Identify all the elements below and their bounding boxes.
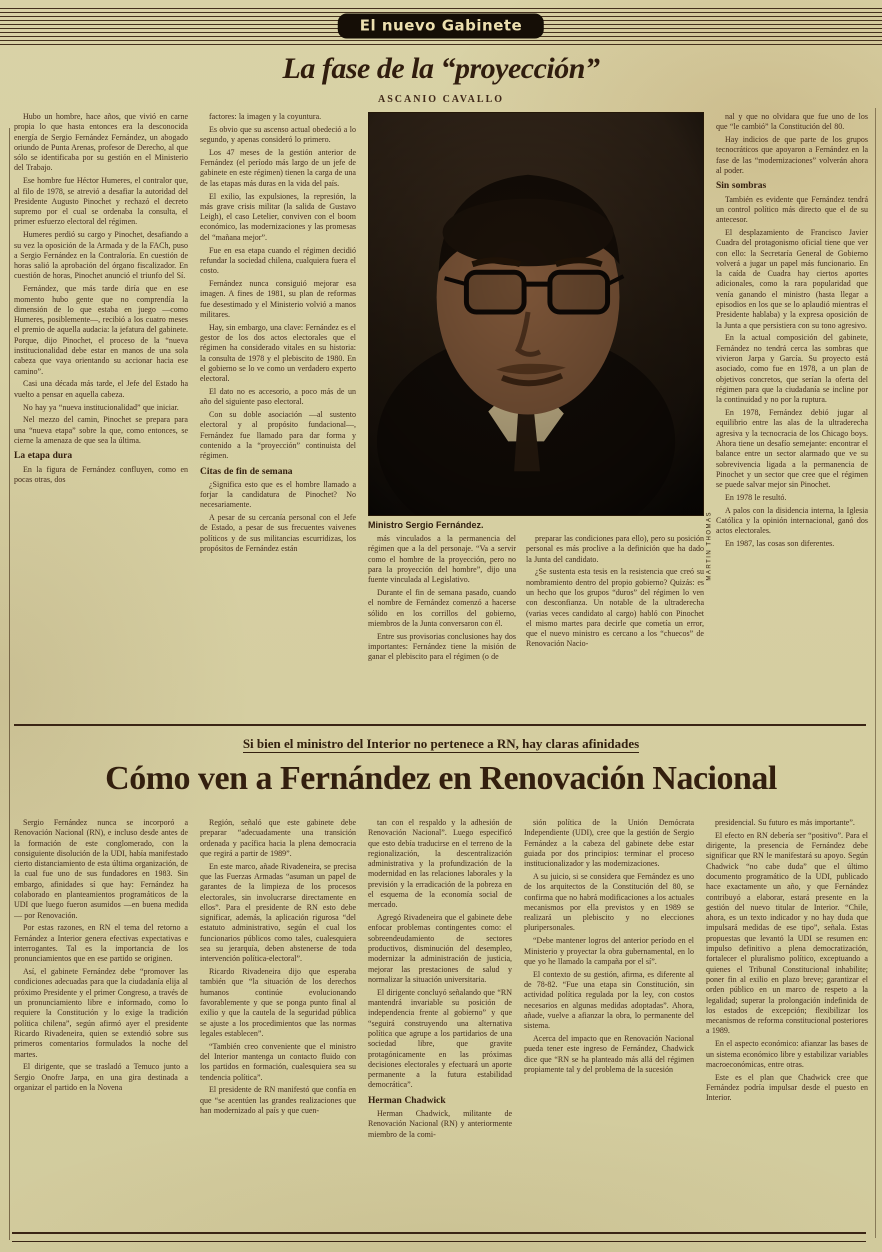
article1-below-photo [368, 534, 704, 718]
article1-column-2 [200, 112, 356, 720]
article-paragraph: Por estas razones, en RN el tema del retorno a Fernández a Interior genera efectivas expectativas e interrogantes. Tal es la importancia de los pronunciamientos que en ese partido se originen. [14, 923, 188, 964]
article-paragraph: El efecto en RN debería ser “positivo”. Para el dirigente, la presencia de Fernández debe significar que RN le manifestará su apoyo. Según Chadwick “no cabe duda” que el último documento programático de la UDI, publicado hace exactamente un año, y que Fernández contribuyó a elaborar, estará presente en la gestión del nuevo titular de Interior. “Chile, ahora, es un texto indicador y no hay duda que impulsará medidas de ese tipo”, señala. Estas propuestas que levantó la UDI se resumen en: impulso definitivo a plena democratización, fortalecer el pluralismo político, exceptuando a quienes el Tribunal Constitucional inhabilite; poner fin al exilio en plazo breve; garantizar el orden público en un marco de respeto a la legalidad; superar la prolongación indefinida de los estados de excepción; flexibilizar los mecanismos de reforma constitucional posteriores a 1989. [706, 830, 868, 1036]
portrait-illustration [369, 113, 703, 515]
section-banner: El nuevo Gabinete [338, 14, 544, 39]
article1-column-3 [368, 534, 516, 718]
article-paragraph: A su juicio, si se considera que Fernández es uno de los arquitectos de la Constitución del 80, se confirma que no habrá modificaciones a los actuales mecanismos por ella previstos y en 1989 se realizará un plebiscito y no elecciones pluripersonales. [524, 871, 694, 933]
column-subhead: Citas de fin de semana [200, 466, 293, 477]
article-paragraph: Fernández, que más tarde diría que en ese momento hubo gente que no comprendía la dimensión de lo que estaba en juego —como Humeres, posiblemente—, recibió a los cuatro meses el premio de aquella audacia: la jefatura del gabinete. Porque, dijo Pinochet, el proceso de la “nueva institucionalidad debe estar en manos de una sola cabeza que vaya orientando su accionar hacia ese camino”. [14, 284, 188, 376]
article2-body [14, 818, 868, 1230]
article-paragraph: “Debe mantener logros del anterior período en el Ministerio y proyectar la obra gubernamental, en lo que yo he llamado la campaña por el sí”. [524, 936, 694, 966]
article-paragraph: En 1987, las cosas son diferentes. [725, 539, 835, 549]
article2-kicker [0, 736, 882, 752]
article-paragraph: A palos con la disidencia interna, la Iglesia Católica y la opinión internacional, ganó dos actos electorales. [716, 505, 868, 536]
article-paragraph: Nel mezzo del camin, Pinochet se prepara para una “nueva etapa” sobre la que, como entonces, se cierne la amenaza de que sea la última. [14, 415, 188, 445]
article2-column-4 [524, 818, 694, 1230]
article-paragraph: factores: la imagen y la coyuntura. [209, 112, 322, 121]
article-paragraph: El desplazamiento de Francisco Javier Cuadra del protagonismo oficial tiene que ver con ello: la Secretaría General de Gobierno volverá a jugar un papel más funcionario. En la caída de Cuadra hay ciertos aportes adicionales, como la rara popularidad que venía ganando el ministro (hasta llegar a episodios en los que se lo aplaudió mientras el Presidente hablaba) y la expresa oposición de la Junta a que persistiera con su tono agresivo. [716, 227, 868, 330]
article-paragraph: El presidente de RN manifestó que confía en que “se acentúen las grandes realizaciones que han modernizado al país y que cuen- [200, 1085, 356, 1116]
article-paragraph: Ese hombre fue Héctor Humeres, el contralor que, al filo de 1978, se atrevió a desafiar la autoridad del Presidente Augusto Pinochet y rechazó el decreto supremo por el cual se ordenaba la consulta, el primer esfuerzo electoral del régimen. [14, 176, 188, 227]
article-paragraph: También es evidente que Fernández tendrá un control político más directo que el de su antecesor. [716, 194, 868, 225]
article-paragraph: Este es el plan que Chadwick cree que Fernández podría impulsar desde el puesto en Interior. [706, 1072, 868, 1103]
article-paragraph: nal y que no olvidara que fue uno de los que “le cambió” la Constitución del 80. [716, 112, 868, 132]
article-paragraph: tan con el respaldo y la adhesión de Renovación Nacional”. Luego especificó que esto debía traducirse en el terreno de la regionalización, la descentralización administrativa y la profundización de la modernidad en las relaciones laborales y la previsión y la erradicación de la pobreza en el esquema de la economía social de mercado. [368, 818, 512, 910]
article1-byline: ASCANIO CAVALLO [377, 94, 505, 105]
left-page-rule [9, 128, 10, 1240]
article1-headline: La fase de la “proyección” [282, 52, 600, 85]
article-paragraph: Los 47 meses de la gestión anterior de Fernández (el período más largo de un jefe de gabinete en este régimen) tienen la carga de una de las etapas más duras en la vida del país. [200, 147, 356, 188]
article-paragraph: Ricardo Rivadeneira dijo que esperaba también que “la situación de los derechos humanos continúe evolucionando favorablemente y que se ponga punto final al exilio y que la cautela de la seguridad pública se ajuste a los procedimientos que las normas legales establecen”. [200, 967, 356, 1038]
article-paragraph: Fue en esa etapa cuando el régimen decidió refundar la sociedad chilena, cualquiera fuera el costo. [200, 245, 356, 276]
article-paragraph: Es obvio que su ascenso actual obedeció a lo segundo, y apenas consideró lo primero. [200, 124, 356, 145]
article-paragraph: En la figura de Fernández confluyen, como en pocas otras, dos [14, 464, 188, 484]
article-paragraph: Humeres perdió su cargo y Pinochet, desafiando a su vez la oposición de la Armada y de la FACh, puso a Sergio Fernández en la Contraloría. En cuestión de horas salió la aprobación del órgano fiscalizador. En cuestión de horas, Pinochet anunció el triunfo del Sí. [14, 230, 188, 281]
bottom-page-rule [12, 1232, 866, 1242]
article-paragraph: En 1978 le resultó. [725, 492, 787, 502]
article-paragraph: En 1978, Fernández debió jugar al equilibrio entre las alas de la ultraderecha agresiva y la tecnocracia de los Chicago boys. Ahora tiene un desafío semejante: encontrar el balance entre un sector alarmado que ve su sobrevivencia ligada a la permanencia de Pinochet y un sector que cree que el régimen se puede salvar mejor sin Pinochet. [716, 408, 868, 490]
article1-body [14, 112, 868, 720]
article-paragraph: En la actual composición del gabinete, Fernández no tendrá cerca las sombras que vivieron Jarpa y García. Su proyecto está asociado, como fue en 1978, a un plan de objetivos concretos, que serían la oferta del régimen para que la ciudadanía se incline por la continuidad y no por la ruptura. [716, 333, 868, 405]
column-subhead: Herman Chadwick [368, 1095, 446, 1106]
article2-column-2 [200, 818, 356, 1230]
article-paragraph: Con su doble asociación —al sustento electoral y al propósito fundacional—, Fernández fue llamado para dar forma y contenido a la “proyección” continuista del régimen. [200, 410, 356, 461]
article-paragraph: Hubo un hombre, hace años, que vivió en carne propia lo que hasta entonces era la desconocida energía de Sergio Fernández Fernández, un abogado oriundo de Punta Arenas, profesor de Derecho, al que sólo se identificaba por su gestión en el Ministerio del Trabajo. [14, 112, 188, 173]
article-paragraph: Fernández nunca consiguió mejorar esa imagen. A fines de 1981, su plan de reformas fue desestimado y el Ministerio volvió a manos militares. [200, 278, 356, 319]
article-paragraph: El dirigente concluyó señalando que “RN mantendrá invariable su posición de independencia frente al gobierno” y que “seguirá construyendo una alternativa política que agrupe a los partidarios de una sociedad libre, que gravite protagónicamente en las próximas decisiones electorales y efectuará un aporte permanente a la futura estabilidad democrática”. [368, 987, 512, 1090]
column-subhead: Sin sombras [716, 181, 767, 192]
article-divider-rule [14, 724, 866, 726]
article-paragraph: Así, el gabinete Fernández debe “promover las condiciones adecuadas para que la ciudadanía elija al próximo Presidente y el primer Congreso, a través de un pronunciamiento libre e informado, como lo requiere la Constitución y lo exige la tradición política chilena”, según afirmó ayer el presidente Ricardo Rivadeneira, quien se extendió sobre sus primeros comentarios formulados la noche del martes. [14, 967, 188, 1059]
article1-photo-block [368, 112, 713, 720]
article1-column-5 [716, 112, 868, 720]
right-page-rule [875, 108, 876, 1238]
article-paragraph: sión política de la Unión Demócrata Independiente (UDI), cree que la gestión de Sergio Fernández a la cabeza del gabinete debe estar guiada por dos principios: terminar el proceso institucionalizador y las modernizaciones. [524, 818, 694, 869]
top-striped-band [0, 8, 882, 46]
article-paragraph: presidencial. Su futuro es más importante”. [715, 818, 855, 827]
article-paragraph: “También creo conveniente que el ministro del Interior mantenga un contacto fluido con los partidos en formación, cualesquiera sea su tendencia política”. [200, 1041, 356, 1082]
article-paragraph: No hay ya “nueva institucionalidad” que iniciar. [23, 402, 179, 412]
article-paragraph: Sergio Fernández nunca se incorporó a Renovación Nacional (RN), e incluso desde antes de la formación de este conglomerado, con la consiguiente disolución de la UDI, había manifestado cierto distanciamiento de esta última organización, de la cual fue uno de sus fundadores en 1983. Sin embargo, afinidades sí que hay: Fernández ha colaborado en planteamientos programáticos de la UDI que luego fueron asumidos —en buena medida— por Renovación. [14, 818, 188, 920]
article-paragraph: Hay, sin embargo, una clave: Fernández es el gestor de los dos actos electorales que el régimen ha considerado vitales en su historia: la consulta de 1978 y el plebiscito de 1980. En el gobierno se lo ve como un verdadero experto electoral. [200, 322, 356, 384]
article-paragraph: El contexto de su gestión, afirma, es diferente al de 78-82. “Fue una etapa sin Constitución, sin actividad política regulada por la ley, con costos necesarios en algunas medidas adoptadas”. Ahora, añade, vuelve a afianzar la obra, lo permanente del sistema. [524, 969, 694, 1031]
article-paragraph: En este marco, añade Rivadeneira, se precisa que las Fuerzas Armadas “asuman un papel de garantes de la limpieza de los procesos electorales, sin involucrarse directamente en ellos”. Para el presidente de RN esto debe significar, además, la aplicación rigurosa “del estatuto administrativo, según el cual los funcionarios públicos como tales, cualesquiera sea su jerarquía, deben abstenerse de toda intervención política-electoral”. [200, 861, 356, 964]
article2-column-5 [706, 818, 868, 1230]
article-paragraph: Entre sus provisorias conclusiones hay dos importantes: Fernández tiene la misión de ganar el plebiscito para el régimen (o de [368, 631, 516, 662]
article1-column-1 [14, 112, 188, 720]
article-paragraph: ¿Significa esto que es el hombre llamado a forjar la candidatura de Pinochet? No necesariamente. [200, 479, 356, 510]
article-paragraph: más vinculados a la permanencia del régimen que a la del personaje. “Va a servir como el hombre de la proyección, pero no para la proyección del hombre”, dijo una fuente vinculada al Legislativo. [368, 534, 516, 585]
article-paragraph: El exilio, las expulsiones, la represión, la más grave crisis militar (la salida de Gustavo Leigh), el caso Letelier, conviven con el boom económico, las modernizaciones y las promesas del “mañana mejor”. [200, 191, 356, 242]
article-paragraph: Durante el fin de semana pasado, cuando el nombre de Fernández comenzó a hacerse sólido en los corrillos del gobierno, miembros de la Junta conversaron con él. [368, 587, 516, 628]
article-paragraph: A pesar de su cercanía personal con el Jefe de Estado, a pesar de sus frecuentes vaivenes políticos y de sus militancias escurridizas, los propósitos de Fernández están [200, 513, 356, 554]
article-paragraph: ¿Se sustenta esta tesis en la resistencia que creó su nombramiento dentro del propio gobierno? Quizás: es un hecho que los grupos “duros” del régimen lo ven con desconfianza. Un notable de la ultraderecha (varias veces candidato al cargo) habló con Pinochet el mismo martes para decirle que cometía un error, que el nuevo ministro es cercano a los “chuecos” de Renovación Nacio- [526, 567, 704, 649]
photo-caption: Ministro Sergio Fernández. [368, 520, 484, 530]
article-paragraph: Hay indicios de que parte de los grupos tecnocráticos que apoyaron a Fernández en la fase de las “modernizaciones” volverán ahora al poder. [716, 135, 868, 175]
article2-column-1 [14, 818, 188, 1230]
article-paragraph: Casi una década más tarde, el Jefe del Estado ha vuelto a pensar en aquella cabeza. [14, 379, 188, 399]
article-paragraph: preparar las condiciones para ello), pero su posición personal es más proclive a la definición que ha dado la Junta del candidato. [526, 534, 704, 564]
article-paragraph: Herman Chadwick, militante de Renovación Nacional (RN) y anteriormente miembro de la comi- [368, 1109, 512, 1139]
article-paragraph: Agregó Rivadeneira que el gabinete debe enfocar problemas contingentes como: el sobreendeudamiento de sectores productivos, disminución del desempleo, modernizar la administración de justicia, mejorar las prestaciones de salud y normalizar la situación universitaria. [368, 913, 512, 984]
article-paragraph: En el aspecto económico: afianzar las bases de un sistema económico libre y estabilizar variables macroeconómicas, entre otras. [706, 1039, 868, 1069]
article-paragraph: Región, señaló que este gabinete debe preparar “adecuadamente una transición ordenada y pacífica hacia la plena democracia que regirá a partir de 1989”. [200, 818, 356, 858]
column-subhead: La etapa dura [14, 451, 73, 462]
article-paragraph: Acerca del impacto que en Renovación Nacional pueda tener este ingreso de Fernández, Chadwick dice que “RN se ha planteado más allá del régimen propiamente tal y del problema de la sucesión [524, 1033, 694, 1074]
article-paragraph: El dirigente, que se trasladó a Temuco junto a Sergio Onofre Jarpa, en una gira destinada a organizar el partido en la Novena [14, 1062, 188, 1092]
article1-column-4 [526, 534, 704, 718]
article-paragraph: El dato no es accesorio, a poco más de un año del siguiente paso electoral. [200, 386, 356, 407]
article2-headline: Cómo ven a Fernández en Renovación Nacional [105, 760, 777, 797]
article2-column-3 [368, 818, 512, 1230]
article2-kicker-text: Si bien el ministro del Interior no pertenece a RN, hay claras afinidades [242, 736, 640, 751]
photo-credit: MARTIN THOMAS [707, 511, 713, 581]
